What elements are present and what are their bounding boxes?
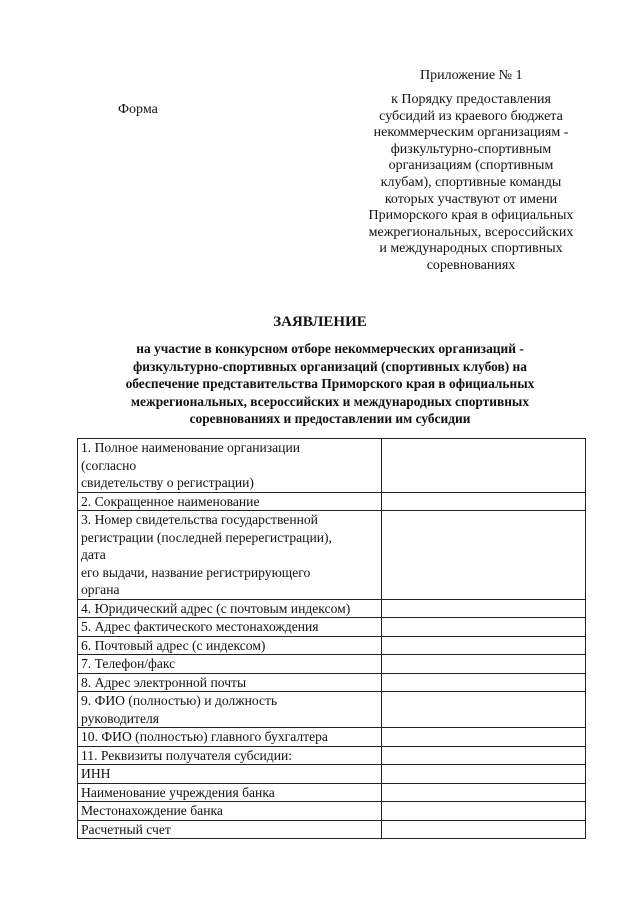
field-label: 9. ФИО (полностью) и должность xyxy=(81,693,278,708)
table-row xyxy=(78,692,586,728)
field-value-cell[interactable] xyxy=(382,802,586,821)
field-label: 7. Телефон/факс xyxy=(81,656,176,671)
field-label-cell xyxy=(78,636,382,655)
document-title: ЗАЯВЛЕНИЕ xyxy=(273,314,367,330)
table-row xyxy=(78,599,586,618)
field-label-cell xyxy=(78,673,382,692)
field-label-cell xyxy=(78,511,382,600)
appendix-description-line: к Порядку предоставления xyxy=(391,92,551,107)
field-label-cell xyxy=(78,618,382,637)
appendix-description-line: физкультурно-спортивным xyxy=(390,141,552,157)
appendix-description-line: и международных спортивных xyxy=(379,241,563,257)
field-label: его выдачи, название регистрирующего xyxy=(81,564,311,580)
document-subtitle xyxy=(80,340,580,428)
table-row xyxy=(78,820,586,839)
field-label: дата xyxy=(81,547,106,562)
field-value-cell[interactable] xyxy=(382,765,586,784)
table-row xyxy=(78,492,586,511)
field-value-cell[interactable] xyxy=(382,728,586,747)
field-label-cell xyxy=(78,765,382,784)
appendix-description xyxy=(356,92,586,275)
field-label: 10. ФИО (полностью) главного бухгалтера xyxy=(81,729,328,744)
field-label: 1. Полное наименование организации xyxy=(81,440,301,455)
field-label: 2. Сокращенное наименование xyxy=(81,493,260,509)
table-row xyxy=(78,783,586,802)
field-label-cell xyxy=(78,783,382,802)
field-value-cell[interactable] xyxy=(382,783,586,802)
field-label-cell xyxy=(78,728,382,747)
field-label: 11. Реквизиты получателя субсидии: xyxy=(81,747,293,763)
document-subtitle-line: межрегиональных, всероссийских и международных спортивных xyxy=(130,393,530,409)
appendix-description-line: организациям (спортивным xyxy=(388,158,554,174)
field-value-cell[interactable] xyxy=(382,511,586,600)
field-label-cell xyxy=(78,492,382,511)
field-value-cell[interactable] xyxy=(382,599,586,618)
field-label: Местонахождение банка xyxy=(81,803,223,818)
appendix-description-line: которых участвуют от имени xyxy=(384,191,558,207)
field-label: руководителя xyxy=(81,710,160,726)
field-value-cell[interactable] xyxy=(382,636,586,655)
field-value-cell[interactable] xyxy=(382,692,586,728)
appendix-description-line: межрегиональных, всероссийских xyxy=(368,224,574,240)
table-row xyxy=(78,765,586,784)
field-label-cell xyxy=(78,802,382,821)
appendix-description-line: соревнованиях xyxy=(426,257,516,273)
field-label: свидетельству о регистрации) xyxy=(81,475,254,490)
field-label-cell xyxy=(78,655,382,674)
appendix-description-line: некоммерческим организациям - xyxy=(373,125,569,141)
field-value-cell[interactable] xyxy=(382,673,586,692)
appendix-description-line: клубам), спортивные команды xyxy=(380,174,562,190)
field-label-cell xyxy=(78,820,382,839)
document-subtitle-line: физкультурно-спортивных организаций (спортивных клубов) на xyxy=(133,358,527,374)
field-value-cell[interactable] xyxy=(382,618,586,637)
appendix-description-line: Приморского края в официальных xyxy=(368,208,574,224)
appendix-title: Приложение № 1 xyxy=(420,68,523,83)
table-row xyxy=(78,728,586,747)
field-label: 8. Адрес электронной почты xyxy=(81,674,247,690)
application-form-table xyxy=(77,438,586,839)
field-label: 3. Номер свидетельства государственной xyxy=(81,512,318,527)
field-label: регистрации (последней перерегистрации), xyxy=(81,529,332,545)
field-label: 4. Юридический адрес (с почтовым индексом) xyxy=(81,600,351,616)
table-row xyxy=(78,511,586,600)
field-value-cell[interactable] xyxy=(382,655,586,674)
form-label: Форма xyxy=(118,102,158,117)
table-row xyxy=(78,802,586,821)
field-label: 5. Адрес фактического местонахождения xyxy=(81,619,319,634)
document-subtitle-line: на участие в конкурсном отборе некоммерческих организаций - xyxy=(136,341,524,356)
table-row xyxy=(78,636,586,655)
field-label: ИНН xyxy=(81,766,111,781)
field-label: Наименование учреждения банка xyxy=(81,784,275,800)
document-subtitle-line: соревнованиях и предоставлении им субсидии xyxy=(189,411,471,427)
table-row xyxy=(78,618,586,637)
document-subtitle-line: обеспечение представительства Приморского края в официальных xyxy=(125,376,535,392)
field-label: органа xyxy=(81,582,120,597)
field-value-cell[interactable] xyxy=(382,746,586,765)
field-label-cell xyxy=(78,746,382,765)
table-row xyxy=(78,673,586,692)
field-value-cell[interactable] xyxy=(382,820,586,839)
field-label: 6. Почтовый адрес (с индексом) xyxy=(81,637,266,653)
field-label: (согласно xyxy=(81,457,137,473)
appendix-description-line: субсидий из краевого бюджета xyxy=(379,108,563,124)
field-label: Расчетный счет xyxy=(81,821,171,837)
table-row xyxy=(78,439,586,493)
field-value-cell[interactable] xyxy=(382,492,586,511)
field-label-cell xyxy=(78,692,382,728)
table-row xyxy=(78,746,586,765)
field-label-cell xyxy=(78,439,382,493)
field-value-cell[interactable] xyxy=(382,439,586,493)
table-row xyxy=(78,655,586,674)
field-label-cell xyxy=(78,599,382,618)
